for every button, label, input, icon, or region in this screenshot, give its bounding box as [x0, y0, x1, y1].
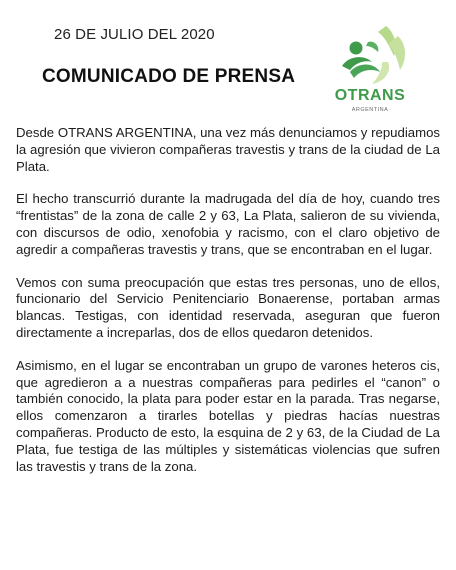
logo-subtitle: ARGENTINA: [351, 107, 389, 113]
release-date: 26 DE JULIO DEL 2020: [54, 26, 215, 43]
otrans-figure-logo-icon: [328, 22, 412, 88]
paragraph-3: Vemos con suma preocupación que estas tres personas, uno de ellos, funcionario del Servicio Penitenciario Bonaerense, portaban armas blancas. Testigas, con identidad reservada, aseguran que fueron directamente a increparlas, dos de ellos quedaron detenidos.: [16, 274, 440, 340]
paragraph-1: Desde OTRANS ARGENTINA, una vez más denunciamos y repudiamos la agresión que vivieron compañeras travestis y trans de la ciudad de La Plata.: [16, 125, 440, 174]
otrans-logo: [328, 22, 412, 120]
page-title: COMUNICADO DE PRENSA: [42, 66, 296, 87]
paragraph-2: El hecho transcurrió durante la madrugada del día de hoy, cuando tres “frentistas” de la zona de calle 2 y 63, La Plata, salieron de su vivienda, con discursos de odio, xenofobia y racismo, con el claro objetivo de agredir a compañeras travestis y trans, que se encontraban en el lugar.: [16, 191, 440, 257]
paragraph-4: Asimismo, en el lugar se encontraban un grupo de varones heteros cis, que agredieron a a nuestras compañeras para pedirles el “canon” o también conocido, la plata para poder estar en la parada. Tras negarse, ellos comenzaron a tirarles botellas y piedras hacías nuestras compañeras. Producto de esto, la esquina de 2 y 63, de la Ciudad de La Plata, fue testiga de las múltiples y sistemáticas violencias que sufren las travestis y trans de la zona.: [16, 357, 440, 474]
release-body: [16, 125, 440, 491]
logo-name: OTRANS: [334, 87, 406, 104]
